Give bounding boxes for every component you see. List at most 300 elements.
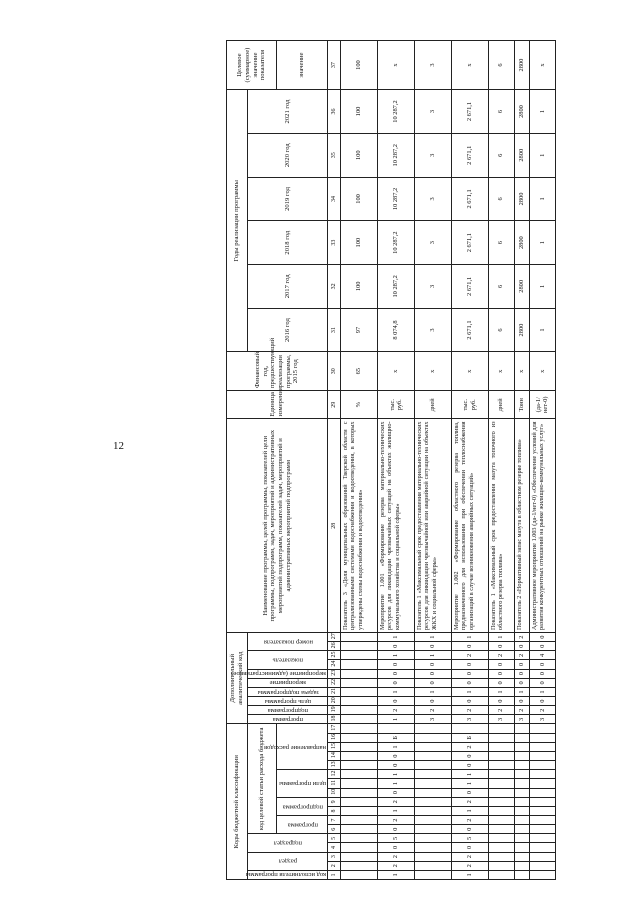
budget-code-cell bbox=[414, 733, 451, 742]
additional-code-cell: 2 bbox=[529, 706, 555, 715]
budget-code-cell bbox=[451, 724, 488, 733]
column-index-cell: 26 bbox=[328, 642, 341, 651]
budget-code-cell bbox=[529, 770, 555, 779]
header-years-group: Годы реализации программы bbox=[227, 90, 248, 352]
budget-code-cell bbox=[488, 806, 514, 815]
column-index-cell: 20 bbox=[328, 697, 341, 706]
budget-code-cell bbox=[488, 724, 514, 733]
budget-code-cell bbox=[414, 834, 451, 843]
additional-code-cell: 0 bbox=[451, 697, 488, 706]
row-year-value: 10 287,2 bbox=[377, 90, 414, 134]
budget-code-cell: 0 bbox=[377, 825, 414, 834]
additional-code-cell: 1 bbox=[488, 687, 514, 696]
row-name: Мероприятие 1.002 «Формирование областного резерва топлива, предназначенного для использования при обеспечении теплоснабжения организаций в случае возникновения аварийных ситуаций» bbox=[451, 419, 488, 632]
budget-code-cell: 0 bbox=[451, 843, 488, 852]
additional-code-cell: 0 bbox=[414, 678, 451, 687]
budget-code-cell bbox=[341, 770, 378, 779]
table-row bbox=[377, 41, 414, 880]
row-year-value: 100 bbox=[341, 133, 378, 177]
budget-code-cell: 2 bbox=[451, 816, 488, 825]
row-year-value: 1 bbox=[529, 308, 555, 352]
row-year-value: 3 bbox=[414, 265, 451, 309]
row-year-value: 100 bbox=[341, 265, 378, 309]
additional-code-cell: 0 bbox=[529, 660, 555, 669]
additional-code-cell: 1 bbox=[377, 651, 414, 660]
budget-code-cell bbox=[529, 816, 555, 825]
budget-code-cell: 2 bbox=[377, 852, 414, 861]
column-index-cell: 15 bbox=[328, 742, 341, 751]
header-unit: Единица измерения bbox=[227, 391, 328, 419]
header-year-2019: 2019 год bbox=[248, 177, 328, 221]
row-year-value: 1 bbox=[529, 221, 555, 265]
column-index-cell: 2 bbox=[328, 861, 341, 870]
budget-code-cell bbox=[414, 843, 451, 852]
budget-code-cell: 0 bbox=[377, 752, 414, 761]
budget-code-cell: 1 bbox=[451, 770, 488, 779]
row-total: x bbox=[377, 41, 414, 90]
row-year-value: 6 bbox=[488, 90, 514, 134]
budget-code-cell: 0 bbox=[451, 752, 488, 761]
additional-code-cell: 1 bbox=[377, 715, 414, 724]
budget-code-cell bbox=[514, 861, 529, 870]
row-unit: Тонн bbox=[514, 391, 529, 419]
column-index-cell: 22 bbox=[328, 678, 341, 687]
row-year-value: 8 074,8 bbox=[377, 308, 414, 352]
budget-code-cell bbox=[488, 861, 514, 870]
budget-code-cell bbox=[414, 742, 451, 751]
additional-code-cell: 1 bbox=[414, 687, 451, 696]
row-total: 6 bbox=[488, 41, 514, 90]
budget-code-cell bbox=[514, 770, 529, 779]
budget-code-cell bbox=[529, 761, 555, 770]
additional-code-cell bbox=[341, 687, 378, 696]
row-year-value: 10 287,2 bbox=[377, 265, 414, 309]
row-year-value: 2800 bbox=[514, 133, 529, 177]
budget-code-cell bbox=[488, 834, 514, 843]
budget-code-cell: 0 bbox=[377, 761, 414, 770]
budget-code-cell bbox=[488, 761, 514, 770]
header-add-event: мероприятие bbox=[248, 678, 328, 687]
row-unit: дней bbox=[414, 391, 451, 419]
column-index-cell: 8 bbox=[328, 806, 341, 815]
column-index-cell: 27 bbox=[328, 632, 341, 641]
budget-code-cell: 1 bbox=[377, 742, 414, 751]
additional-code-cell: 2 bbox=[488, 706, 514, 715]
budget-code-cell bbox=[341, 761, 378, 770]
budget-code-cell bbox=[488, 770, 514, 779]
budget-code-cell bbox=[414, 870, 451, 879]
additional-code-cell bbox=[341, 660, 378, 669]
additional-code-cell: 2 bbox=[414, 706, 451, 715]
column-index-cell: 6 bbox=[328, 825, 341, 834]
additional-code-cell: 2 bbox=[451, 706, 488, 715]
budget-code-cell: 1 bbox=[377, 770, 414, 779]
budget-code-cell bbox=[341, 724, 378, 733]
column-index-cell: 34 bbox=[328, 177, 341, 221]
table-row bbox=[451, 41, 488, 880]
budget-code-cell bbox=[529, 843, 555, 852]
row-name: Показатель 1 «Максимальный срок предоставления материально-технических ресурсов для ликвидации чрезвычайной или аварийной ситуации на объектах ЖКХ и социальной сферы» bbox=[414, 419, 451, 632]
additional-code-cell: 0 bbox=[377, 697, 414, 706]
header-admin-code: код исполнителя программы bbox=[245, 871, 326, 879]
additional-code-cell bbox=[341, 678, 378, 687]
row-year-value: 3 bbox=[414, 177, 451, 221]
budget-code-cell bbox=[529, 788, 555, 797]
column-index-cell: 24 bbox=[328, 660, 341, 669]
budget-code-cell bbox=[488, 816, 514, 825]
table-row bbox=[488, 41, 514, 880]
additional-code-cell: 0 bbox=[414, 660, 451, 669]
budget-code-cell bbox=[488, 788, 514, 797]
budget-code-cell: 0 bbox=[377, 788, 414, 797]
additional-code-cell: 0 bbox=[377, 669, 414, 678]
additional-code-cell: 0 bbox=[488, 669, 514, 678]
column-index-cell: 35 bbox=[328, 133, 341, 177]
column-index-cell: 23 bbox=[328, 669, 341, 678]
additional-code-cell: 0 bbox=[377, 642, 414, 651]
additional-code-cell: 3 bbox=[451, 715, 488, 724]
column-index-cell: 12 bbox=[328, 770, 341, 779]
row-year-value: 2800 bbox=[514, 177, 529, 221]
column-index-cell: 7 bbox=[328, 816, 341, 825]
budget-code-cell: 1 bbox=[451, 806, 488, 815]
row-year-value: 3 bbox=[414, 90, 451, 134]
row-year-value: 3 bbox=[414, 308, 451, 352]
column-index-cell: 19 bbox=[328, 706, 341, 715]
budget-code-cell bbox=[514, 742, 529, 751]
budget-code-cell bbox=[529, 806, 555, 815]
column-index-cell: 31 bbox=[328, 308, 341, 352]
budget-code-cell: 1 bbox=[451, 779, 488, 788]
row-year-value: 1 bbox=[529, 133, 555, 177]
budget-code-cell bbox=[414, 779, 451, 788]
additional-code-cell: 4 bbox=[529, 651, 555, 660]
row-year-value: 100 bbox=[341, 221, 378, 265]
additional-code-cell: 0 bbox=[529, 642, 555, 651]
budget-code-cell bbox=[529, 733, 555, 742]
row-fin-year: x bbox=[414, 352, 451, 391]
budget-code-cell: 2 bbox=[451, 852, 488, 861]
additional-code-cell bbox=[341, 632, 378, 641]
additional-code-cell bbox=[341, 642, 378, 651]
budget-code-cell bbox=[341, 834, 378, 843]
budget-code-cell bbox=[529, 797, 555, 806]
additional-code-cell: 3 bbox=[488, 715, 514, 724]
additional-code-cell: 0 bbox=[451, 642, 488, 651]
row-fin-year: x bbox=[514, 352, 529, 391]
row-year-value: 97 bbox=[341, 308, 378, 352]
column-index-cell: 1 bbox=[328, 870, 341, 879]
header-section: раздел bbox=[248, 852, 328, 870]
budget-code-cell: 2 bbox=[377, 816, 414, 825]
budget-code-cell bbox=[414, 825, 451, 834]
row-name: Мероприятие 1.001 «Формирование резерва материально-технических ресурсов для ликвидации чрезвычайных ситуаций на объектах жилищно-коммунального хозяйства и социальной сферы» bbox=[377, 419, 414, 632]
header-add-indicator: показатель bbox=[248, 651, 328, 669]
budget-code-cell: 1 bbox=[451, 870, 488, 879]
additional-code-cell: 2 bbox=[488, 651, 514, 660]
additional-code-cell: 1 bbox=[451, 632, 488, 641]
additional-code-cell: 0 bbox=[529, 669, 555, 678]
header-program-direction: цели программы bbox=[277, 770, 328, 797]
row-total: 3 bbox=[414, 41, 451, 90]
additional-code-cell: 0 bbox=[529, 632, 555, 641]
additional-code-cell: 0 bbox=[514, 642, 529, 651]
additional-code-cell: 1 bbox=[529, 687, 555, 696]
budget-code-cell bbox=[341, 752, 378, 761]
additional-code-cell: 1 bbox=[514, 687, 529, 696]
additional-code-cell: 1 bbox=[414, 632, 451, 641]
budget-code-cell bbox=[488, 852, 514, 861]
column-index-cell: 25 bbox=[328, 651, 341, 660]
budget-code-cell: 2 bbox=[377, 861, 414, 870]
budget-code-cell bbox=[341, 779, 378, 788]
budget-code-cell bbox=[341, 742, 378, 751]
budget-code-cell bbox=[341, 861, 378, 870]
row-name: Показатель 2 «Нормативный запас мазута в областном резерве топлива» bbox=[514, 419, 529, 632]
additional-code-cell: 0 bbox=[529, 697, 555, 706]
additional-code-cell: 2 bbox=[514, 651, 529, 660]
row-year-value: 2 671,1 bbox=[451, 308, 488, 352]
row-year-value: 100 bbox=[341, 90, 378, 134]
budget-code-cell: 2 bbox=[451, 861, 488, 870]
column-index-cell: 29 bbox=[328, 391, 341, 419]
budget-code-cell bbox=[341, 870, 378, 879]
header-add-prog: программа bbox=[248, 715, 328, 724]
row-year-value: 3 bbox=[414, 221, 451, 265]
column-index-cell: 30 bbox=[328, 352, 341, 391]
budget-code-cell: 2 bbox=[451, 797, 488, 806]
header-subsection: подраздел bbox=[248, 834, 328, 852]
header-year-2018: 2018 год bbox=[248, 221, 328, 265]
additional-code-cell: 3 bbox=[514, 715, 529, 724]
budget-code-cell bbox=[414, 761, 451, 770]
row-fin-year: 65 bbox=[341, 352, 378, 391]
budget-code-cell: 1 bbox=[377, 870, 414, 879]
budget-code-cell bbox=[488, 797, 514, 806]
budget-code-cell bbox=[514, 852, 529, 861]
budget-code-cell bbox=[529, 852, 555, 861]
budget-code-cell: 0 bbox=[377, 843, 414, 852]
budget-code-cell: 0 bbox=[451, 788, 488, 797]
additional-code-cell: 0 bbox=[451, 678, 488, 687]
additional-code-cell: 0 bbox=[488, 697, 514, 706]
row-fin-year: x bbox=[451, 352, 488, 391]
header-program: программа bbox=[277, 816, 328, 834]
budget-code-cell bbox=[488, 870, 514, 879]
additional-code-cell: 0 bbox=[488, 678, 514, 687]
row-fin-year: x bbox=[488, 352, 514, 391]
budget-code-cell: 0 bbox=[451, 761, 488, 770]
additional-code-cell bbox=[341, 651, 378, 660]
additional-code-cell bbox=[341, 669, 378, 678]
budget-code-cell bbox=[514, 752, 529, 761]
header-target-article: код целевой статьи расхода бюджета bbox=[248, 724, 277, 834]
row-year-value: 2800 bbox=[514, 221, 529, 265]
budget-code-cell bbox=[488, 733, 514, 742]
budget-code-cell bbox=[514, 788, 529, 797]
table-row bbox=[414, 41, 451, 880]
budget-code-cell: Б bbox=[377, 733, 414, 742]
header-subprogram: подпрограмма bbox=[277, 797, 328, 815]
row-year-value: 10 287,2 bbox=[377, 133, 414, 177]
row-year-value: 10 287,2 bbox=[377, 177, 414, 221]
additional-code-cell: 0 bbox=[514, 697, 529, 706]
column-index-cell: 3 bbox=[328, 852, 341, 861]
budget-code-cell bbox=[529, 870, 555, 879]
header-add-event-type: мероприятие (административное) bbox=[231, 670, 326, 678]
additional-code-cell: 1 bbox=[414, 651, 451, 660]
header-year-2017: 2017 год bbox=[248, 265, 328, 309]
column-index-cell: 9 bbox=[328, 797, 341, 806]
additional-code-cell: 0 bbox=[377, 660, 414, 669]
budget-code-cell bbox=[514, 816, 529, 825]
budget-code-cell bbox=[514, 724, 529, 733]
row-name: Показатель 1 «Максимальный срок предоставления мазута топочного из областного резерва топлива» bbox=[488, 419, 514, 632]
budget-code-cell bbox=[341, 733, 378, 742]
column-index-row bbox=[328, 41, 341, 880]
additional-code-cell: 2 bbox=[514, 706, 529, 715]
additional-code-cell: 0 bbox=[488, 642, 514, 651]
header-value: значение bbox=[277, 41, 328, 90]
row-year-value: 6 bbox=[488, 177, 514, 221]
row-year-value: 3 bbox=[414, 133, 451, 177]
row-year-value: 2800 bbox=[514, 90, 529, 134]
budget-code-cell bbox=[414, 752, 451, 761]
header-add-task: задача подпрограммы bbox=[248, 687, 328, 696]
budget-code-cell bbox=[488, 752, 514, 761]
budget-code-cell bbox=[514, 825, 529, 834]
row-year-value: 1 bbox=[529, 265, 555, 309]
row-year-value: 2800 bbox=[514, 308, 529, 352]
additional-code-cell bbox=[341, 697, 378, 706]
budget-code-cell bbox=[414, 806, 451, 815]
row-total: x bbox=[451, 41, 488, 90]
header-add-goal: цель программы bbox=[248, 697, 328, 706]
row-year-value: 100 bbox=[341, 177, 378, 221]
budget-code-cell bbox=[341, 825, 378, 834]
column-index-cell: 13 bbox=[328, 761, 341, 770]
table-body bbox=[227, 41, 556, 880]
column-index-cell: 37 bbox=[328, 41, 341, 90]
row-year-value: 6 bbox=[488, 133, 514, 177]
header-expense-direction: направление расходов bbox=[277, 724, 328, 770]
row-year-value: 1 bbox=[529, 90, 555, 134]
row-year-value: 2 671,1 bbox=[451, 133, 488, 177]
budget-code-cell bbox=[414, 861, 451, 870]
table-row bbox=[341, 41, 378, 880]
budget-code-cell bbox=[514, 870, 529, 879]
additional-code-cell: 0 bbox=[514, 669, 529, 678]
budget-code-cell bbox=[529, 779, 555, 788]
budget-code-cell bbox=[414, 816, 451, 825]
row-year-value: 10 287,2 bbox=[377, 221, 414, 265]
additional-code-cell: 0 bbox=[514, 660, 529, 669]
additional-code-cell: 1 bbox=[377, 687, 414, 696]
budget-code-cell bbox=[341, 852, 378, 861]
header-total-group: Целевое (суммарное) значение показателя bbox=[227, 41, 277, 90]
column-index-cell: 21 bbox=[328, 687, 341, 696]
row-unit: тыс. руб. bbox=[377, 391, 414, 419]
budget-program-table bbox=[226, 40, 556, 880]
row-unit: % bbox=[341, 391, 378, 419]
row-total: 2800 bbox=[514, 41, 529, 90]
rotated-table-wrapper bbox=[226, 40, 556, 880]
additional-code-cell: 0 bbox=[451, 669, 488, 678]
header-name-column: Наименование программы, целей программы, показателей цели программы, подпрограмм, задач, мероприятий и административных мероприятий подпрограмм, показателей задач, мероприятий и административных мероприятий подпрограмм bbox=[227, 419, 328, 632]
additional-code-cell: 0 bbox=[451, 660, 488, 669]
budget-code-cell bbox=[341, 843, 378, 852]
budget-code-cell bbox=[488, 742, 514, 751]
additional-code-cell: 2 bbox=[377, 706, 414, 715]
row-fin-year: x bbox=[377, 352, 414, 391]
budget-code-cell bbox=[529, 752, 555, 761]
budget-code-cell bbox=[514, 806, 529, 815]
column-index-cell: 17 bbox=[328, 724, 341, 733]
additional-code-cell: 0 bbox=[414, 642, 451, 651]
column-index-cell: 10 bbox=[328, 788, 341, 797]
budget-code-cell bbox=[488, 779, 514, 788]
table-row bbox=[529, 41, 555, 880]
row-unit: дней bbox=[488, 391, 514, 419]
budget-code-cell bbox=[414, 724, 451, 733]
row-year-value: 2 671,1 bbox=[451, 90, 488, 134]
additional-code-cell: 2 bbox=[451, 651, 488, 660]
row-unit: (да-1/нет-0) bbox=[529, 391, 555, 419]
row-name: Административное мероприятие 1.003 (да-1/нет-0) «Обеспечение условий для развития конкурентных отношений на рынке жилищно-коммунальных услуг» bbox=[529, 419, 555, 632]
header-year-2016: 2016 год bbox=[248, 308, 328, 352]
budget-code-cell bbox=[414, 797, 451, 806]
column-index-cell: 36 bbox=[328, 90, 341, 134]
row-total: 100 bbox=[341, 41, 378, 90]
budget-code-cell: 2 bbox=[451, 742, 488, 751]
header-additional-code: Дополнительный аналитический код bbox=[227, 632, 248, 724]
column-index-cell: 28 bbox=[328, 419, 341, 632]
row-year-value: 6 bbox=[488, 221, 514, 265]
row-year-value: 2 671,1 bbox=[451, 265, 488, 309]
budget-code-cell bbox=[488, 825, 514, 834]
budget-code-cell bbox=[514, 843, 529, 852]
column-index-cell: 33 bbox=[328, 221, 341, 265]
header-budget-codes: Коды бюджетной классификации bbox=[227, 724, 248, 880]
row-unit: тыс. руб. bbox=[451, 391, 488, 419]
budget-code-cell bbox=[341, 797, 378, 806]
column-index-cell: 32 bbox=[328, 265, 341, 309]
budget-code-cell: 1 bbox=[377, 806, 414, 815]
row-total: x bbox=[529, 41, 555, 90]
column-index-cell: 11 bbox=[328, 779, 341, 788]
budget-code-cell: Б bbox=[451, 733, 488, 742]
header-add-subprog: подпрограмма bbox=[248, 706, 328, 715]
additional-code-cell: 0 bbox=[377, 678, 414, 687]
row-year-value: 6 bbox=[488, 265, 514, 309]
additional-code-cell: 1 bbox=[377, 632, 414, 641]
budget-code-cell bbox=[414, 770, 451, 779]
header-year-2020: 2020 год bbox=[248, 133, 328, 177]
additional-code-cell bbox=[341, 706, 378, 715]
budget-code-cell: 5 bbox=[377, 834, 414, 843]
budget-code-cell: 5 bbox=[451, 834, 488, 843]
budget-code-cell bbox=[529, 861, 555, 870]
budget-code-cell bbox=[514, 733, 529, 742]
row-name: Показатель 3 «Доля муниципальных образований Тверской области с централизованными системами водоснабжения и водоотведения, в которых утверждены схемы водоснабжения и водоотведения» bbox=[341, 419, 378, 632]
budget-code-cell bbox=[514, 761, 529, 770]
row-year-value: 2 671,1 bbox=[451, 177, 488, 221]
header-add-indicator-number: номер показателя bbox=[248, 632, 328, 650]
additional-code-cell: 3 bbox=[414, 715, 451, 724]
additional-code-cell: 1 bbox=[451, 687, 488, 696]
row-year-value: 6 bbox=[488, 308, 514, 352]
budget-code-cell bbox=[514, 779, 529, 788]
